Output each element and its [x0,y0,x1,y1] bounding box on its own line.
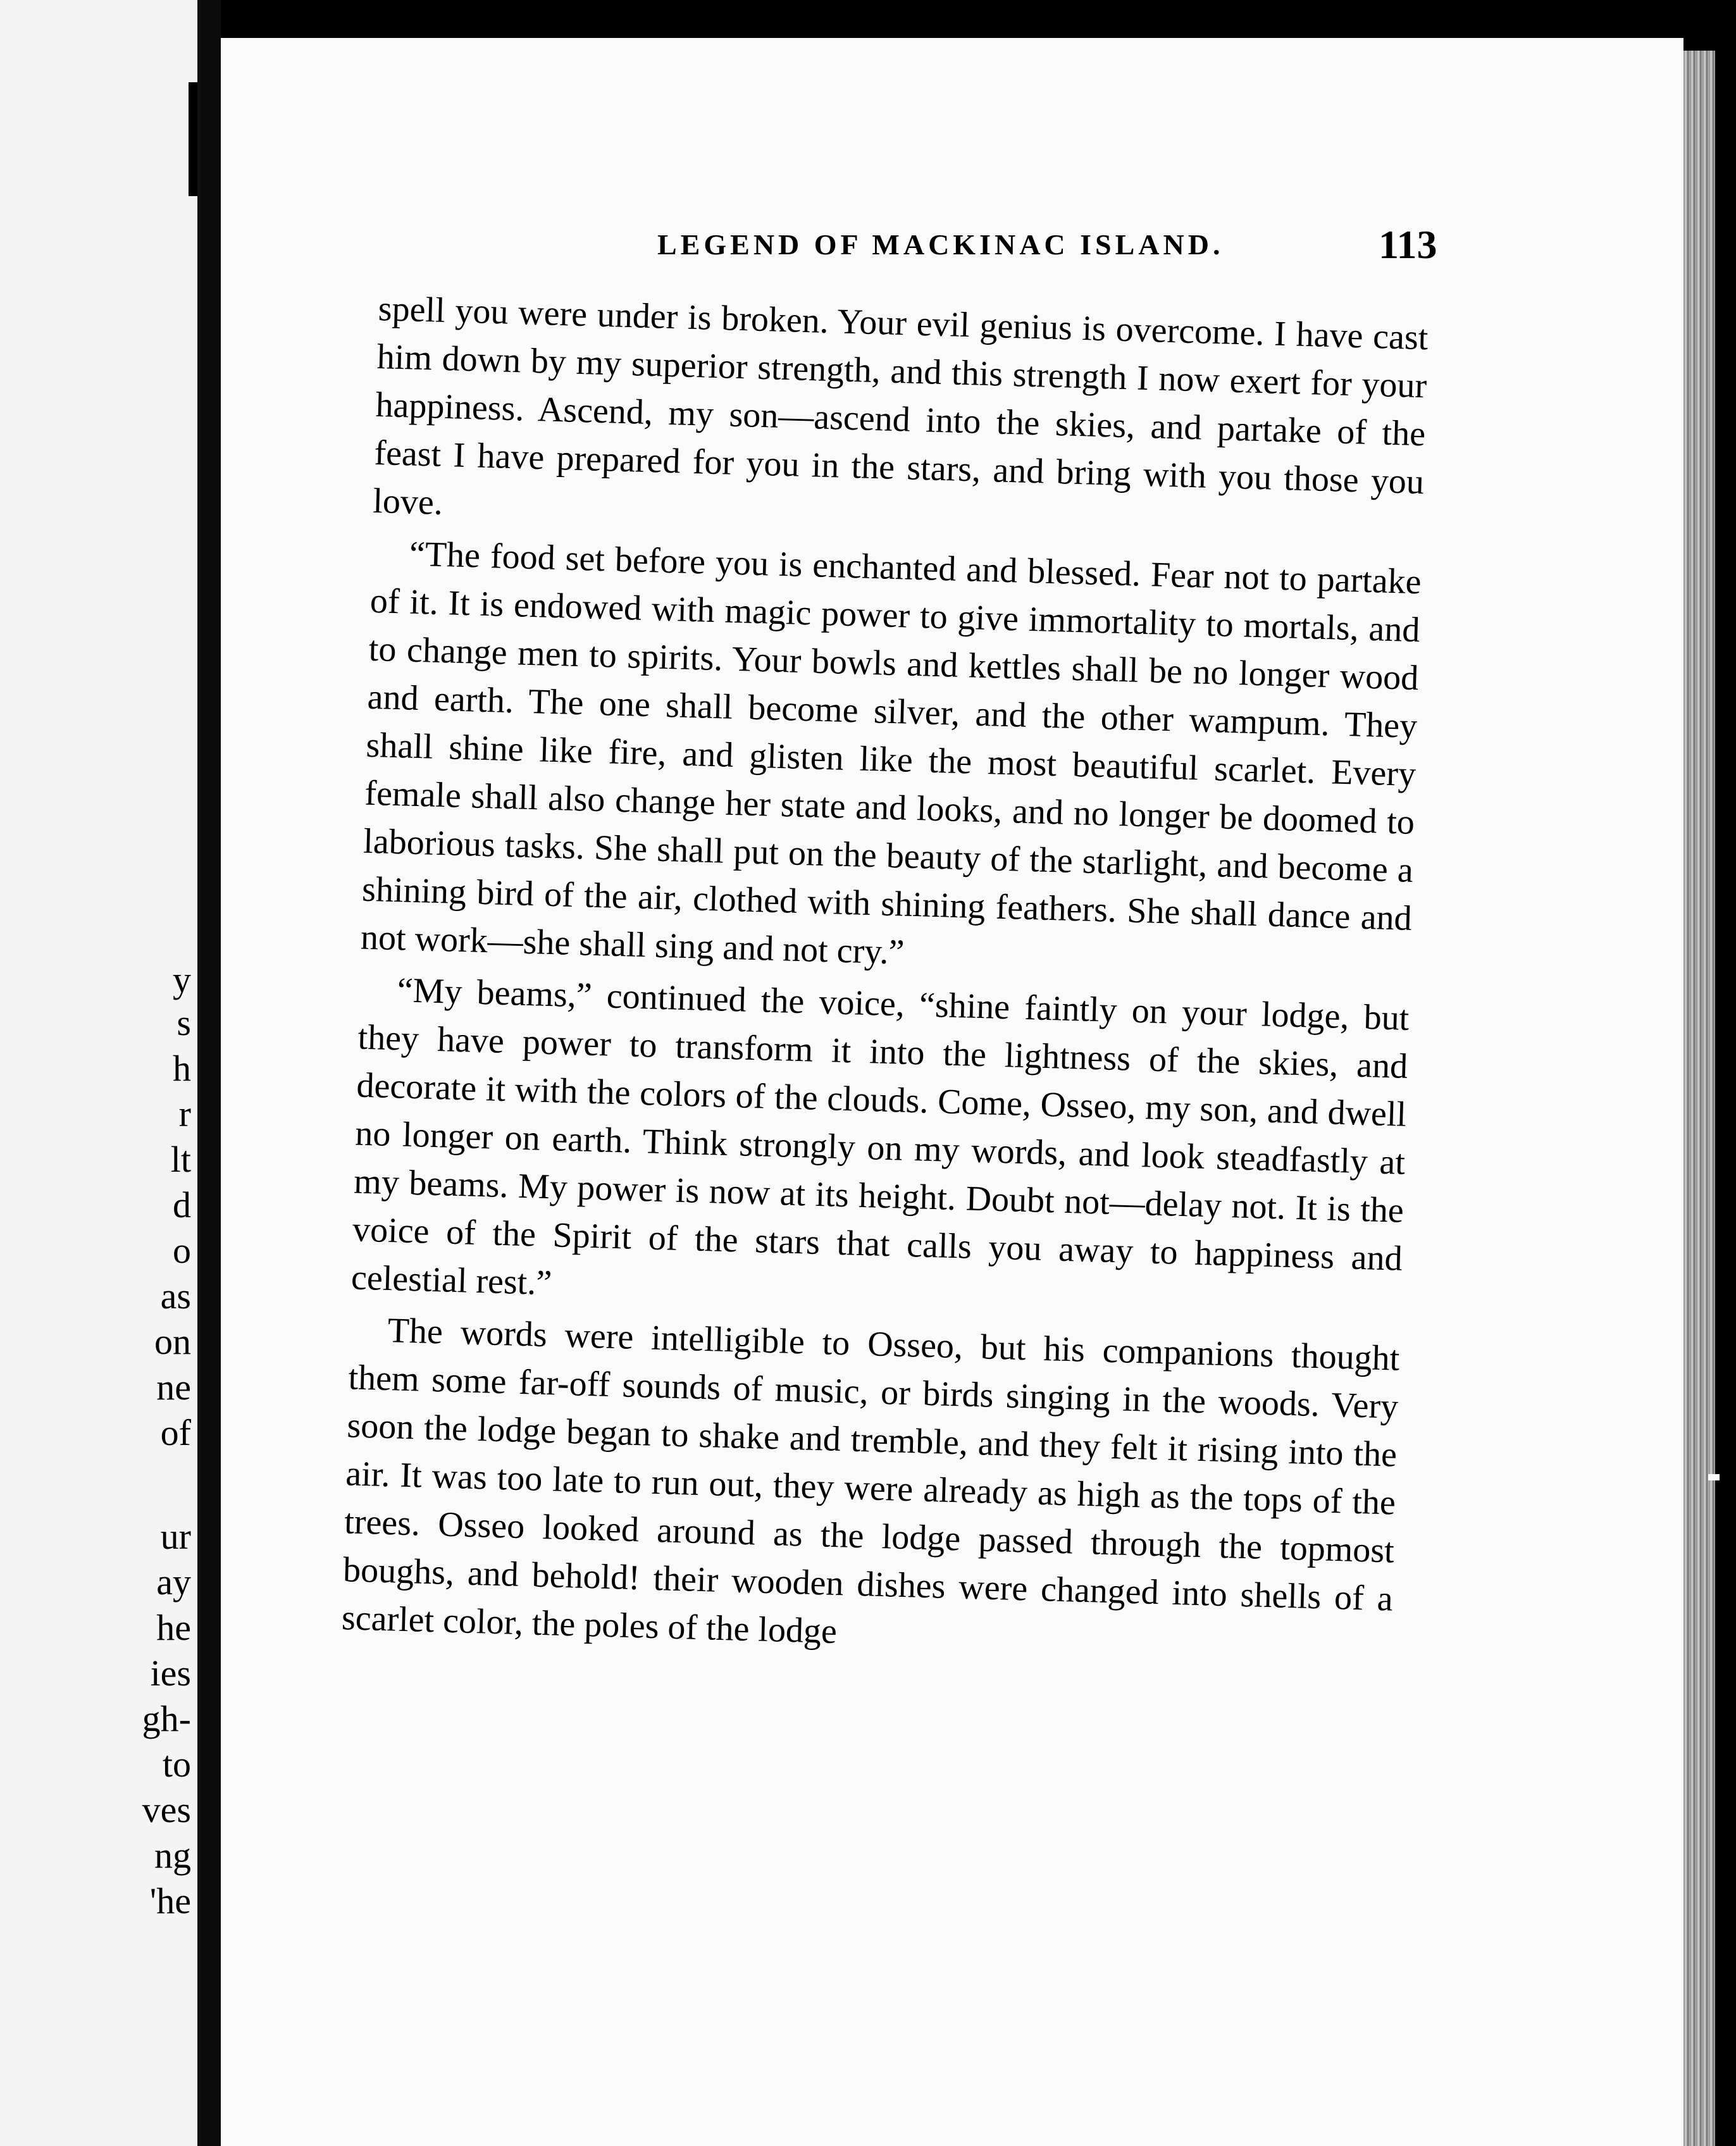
paragraph: spell you were under is broken. Your evil genius is overcome. I have cast him down by my superior strength, and this strength I now exert for your happiness. Ascend, my son—ascend into the skies, and partake of the feast I have prepared for you in the stars, and bring with you those you love. [372,288,1429,523]
paragraph: “My beams,” continued the voice, “shine faintly on your lodge, but they have power to transform it into the lightness of the skies, and decorate it with the colors of the clouds. Come, Osseo, my son, and dwell no longer on earth. Think strongly on my words, and look steadfastly at my beams. My power is now at its height. Doubt not—delay not. It is the voice of the Spirit of the stars that calls you away to happiness and celestial rest.” [350,971,1410,1303]
left-page-fragment: on [154,1321,191,1362]
left-page-fragment: ies [150,1653,191,1694]
left-page-fragment: of [160,1412,191,1453]
running-head: LEGEND OF MACKINAC ISLAND. [657,228,1224,261]
left-page-fragment: 'he [149,1880,191,1921]
page-edges [1683,51,1715,2146]
page-body [341,285,1429,1675]
book-page [221,38,1683,2146]
scan-speck [1708,1474,1720,1480]
left-page-fragment: r [178,1093,191,1134]
left-page-fragment: to [162,1744,191,1785]
left-page-fragment: y [173,959,191,1000]
left-page-fragment: h [173,1048,191,1089]
left-page-fragment: ng [154,1835,191,1876]
left-page-fragment: as [160,1275,191,1317]
left-page-fragment: ne [156,1367,191,1408]
left-page-fragment: ur [160,1516,191,1557]
left-page-fragment: gh- [142,1698,191,1739]
left-page-fragment: d [173,1184,191,1225]
left-page-fragment: s [177,1002,191,1043]
left-page-fragment: ay [156,1561,191,1603]
left-page-fragment: ves [142,1789,191,1830]
left-page-fragment: o [173,1230,191,1271]
left-page-fragment: lt [170,1139,191,1180]
paragraph: “The food set before you is enchanted and blessed. Fear not to partake of it. It is endowed with magic power to give immortality to mortals, and to change men to spirits. Your bowls and kettles shall be no longer wood and earth. The one shall become silver, and the other wampum. They shall shine like fire, and glisten like the most beautiful scarlet. Every female shall also change her state and looks, and no longer be doomed to laborious tasks. She shall put on the beauty of the starlight, and become a shining bird of the air, clothed with shining feathers. She shall dance and not work—she shall sing and not cry.” [360,534,1422,972]
left-page [0,0,201,2146]
paragraph: The words were intelligible to Osseo, but his companions thought them some far-off sounds of music, or birds singing in the woods. Very soon the lodge began to shake and tremble, and they felt it rising into the air. It was too late to run out, they were already as high as the tops of the trees. Osseo looked around as the lodge passed through the topmost boughs, and behold! their wooden dishes were changed into shells of a scarlet color, the poles of the lodge [341,1311,1401,1652]
page-number: 113 [1379,222,1437,267]
binding-mark [189,82,197,196]
book-gutter [201,0,221,2146]
left-page-fragment: he [156,1607,191,1648]
